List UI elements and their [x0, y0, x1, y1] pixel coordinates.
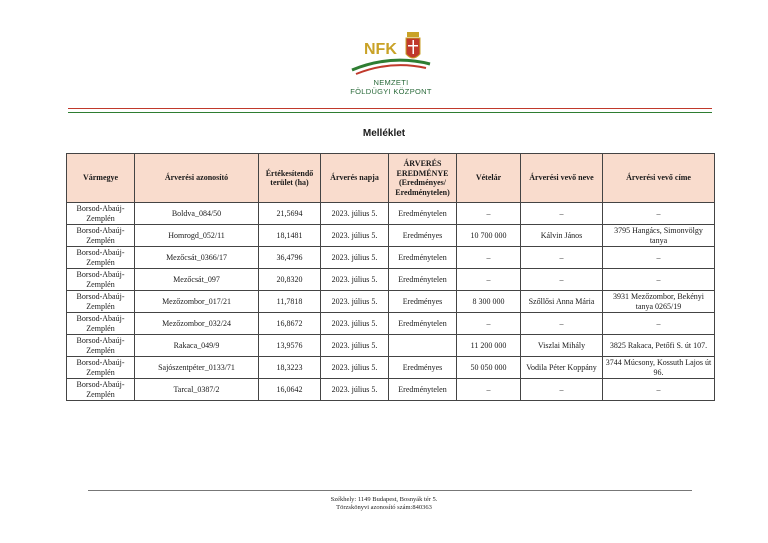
cell-county: Borsod-Abaúj-Zemplén: [67, 379, 135, 401]
cell-result: Eredményes: [389, 357, 457, 379]
cell-area: 20,8320: [259, 269, 321, 291]
table-row: [67, 313, 715, 335]
cell-result: Eredménytelen: [389, 379, 457, 401]
cell-area: 18,1481: [259, 225, 321, 247]
cell-auction-id: Homrogd_052/11: [135, 225, 259, 247]
cell-county: Borsod-Abaúj-Zemplén: [67, 247, 135, 269]
header-rule-red: [68, 108, 712, 109]
cell-auction-id: Rakaca_049/9: [135, 335, 259, 357]
cell-county: Borsod-Abaúj-Zemplén: [67, 203, 135, 225]
header-auction-id: Árverési azonosító: [135, 154, 259, 203]
cell-price: –: [457, 247, 521, 269]
cell-auction-id: Mezőcsát_0366/17: [135, 247, 259, 269]
cell-area: 16,0642: [259, 379, 321, 401]
cell-county: Borsod-Abaúj-Zemplén: [67, 291, 135, 313]
table-row: [67, 357, 715, 379]
page-title: Melléklet: [362, 128, 406, 139]
auction-table: [66, 153, 715, 401]
logo-mark: NFK: [364, 41, 397, 58]
cell-buyer-address: –: [603, 247, 715, 269]
cell-county: Borsod-Abaúj-Zemplén: [67, 357, 135, 379]
logo-line2: FÖLDÜGYI KÖZPONT: [350, 87, 432, 96]
cell-date: 2023. július 5.: [321, 225, 389, 247]
table-row: [67, 379, 715, 401]
cell-date: 2023. július 5.: [321, 357, 389, 379]
cell-area: 36,4796: [259, 247, 321, 269]
cell-buyer-address: –: [603, 203, 715, 225]
cell-area: 13,9576: [259, 335, 321, 357]
cell-auction-id: Mezőzombor_032/24: [135, 313, 259, 335]
table-row: [67, 203, 715, 225]
cell-result: Eredménytelen: [389, 247, 457, 269]
cell-date: 2023. július 5.: [321, 247, 389, 269]
footer-address: Székhely: 1149 Budapest, Bosnyák tér 5.: [330, 496, 438, 503]
cell-buyer-address: –: [603, 269, 715, 291]
cell-result: Eredménytelen: [389, 203, 457, 225]
table-row: [67, 247, 715, 269]
table-row: [67, 225, 715, 247]
table-row: [67, 269, 715, 291]
header-rule-green: [68, 112, 712, 113]
footer-registry-id: Törzskönyvi azonosító szám:840363: [336, 504, 432, 511]
header-price: Vételár: [457, 154, 521, 203]
table-row: [67, 335, 715, 357]
cell-price: 10 700 000: [457, 225, 521, 247]
cell-date: 2023. július 5.: [321, 291, 389, 313]
table-row: [67, 291, 715, 313]
cell-result: Eredménytelen: [389, 269, 457, 291]
cell-area: 18,3223: [259, 357, 321, 379]
footer-rule: [88, 490, 692, 491]
cell-area: 16,8672: [259, 313, 321, 335]
cell-price: –: [457, 203, 521, 225]
cell-result: Eredménytelen: [389, 313, 457, 335]
cell-area: 21,5694: [259, 203, 321, 225]
cell-date: 2023. július 5.: [321, 269, 389, 291]
cell-buyer-address: 3825 Rakaca, Petőfi S. út 107.: [603, 335, 715, 357]
cell-county: Borsod-Abaúj-Zemplén: [67, 335, 135, 357]
table-header-row: [67, 154, 715, 203]
cell-result: Eredményes: [389, 225, 457, 247]
cell-auction-id: Sajószentpéter_0133/71: [135, 357, 259, 379]
cell-price: 8 300 000: [457, 291, 521, 313]
cell-area: 11,7818: [259, 291, 321, 313]
cell-buyer-name: –: [521, 203, 603, 225]
cell-result: [389, 335, 457, 357]
logo-line1: NEMZETI: [373, 78, 409, 87]
cell-price: 50 050 000: [457, 357, 521, 379]
cell-result: Eredményes: [389, 291, 457, 313]
cell-date: 2023. július 5.: [321, 313, 389, 335]
cell-county: Borsod-Abaúj-Zemplén: [67, 313, 135, 335]
cell-buyer-name: Szőllősi Anna Mária: [521, 291, 603, 313]
cell-buyer-name: Vodila Péter Koppány: [521, 357, 603, 379]
cell-date: 2023. július 5.: [321, 203, 389, 225]
cell-buyer-name: –: [521, 379, 603, 401]
cell-buyer-address: –: [603, 379, 715, 401]
cell-buyer-address: 3795 Hangács, Simonvölgy tanya: [603, 225, 715, 247]
cell-buyer-address: 3931 Mezőzombor, Bekényi tanya 0265/19: [603, 291, 715, 313]
header-county: Vármegye: [67, 154, 135, 203]
cell-buyer-name: Kálvin János: [521, 225, 603, 247]
cell-date: 2023. július 5.: [321, 335, 389, 357]
cell-county: Borsod-Abaúj-Zemplén: [67, 225, 135, 247]
cell-county: Borsod-Abaúj-Zemplén: [67, 269, 135, 291]
header-buyer-name: Árverési vevő neve: [521, 154, 603, 203]
cell-buyer-address: 3744 Múcsony, Kossuth Lajos út 96.: [603, 357, 715, 379]
nfk-logo-graphic: [346, 24, 436, 76]
header-buyer-address: Árverési vevő címe: [603, 154, 715, 203]
cell-price: –: [457, 313, 521, 335]
header-result: ÁRVERÉS EREDMÉNYE (Eredményes/ Eredménytelen): [389, 154, 457, 203]
cell-auction-id: Mezőcsát_097: [135, 269, 259, 291]
cell-date: 2023. július 5.: [321, 379, 389, 401]
cell-buyer-name: –: [521, 313, 603, 335]
cell-auction-id: Mezőzombor_017/21: [135, 291, 259, 313]
nfk-logo: [346, 24, 436, 104]
cell-auction-id: Boldva_084/50: [135, 203, 259, 225]
cell-buyer-address: –: [603, 313, 715, 335]
cell-buyer-name: Viszlai Mihály: [521, 335, 603, 357]
cell-buyer-name: –: [521, 269, 603, 291]
cell-price: –: [457, 269, 521, 291]
header-auction-date: Árverés napja: [321, 154, 389, 203]
header-area: Értékesítendő terület (ha): [259, 154, 321, 203]
cell-price: 11 200 000: [457, 335, 521, 357]
cell-price: –: [457, 379, 521, 401]
cell-auction-id: Tarcal_0387/2: [135, 379, 259, 401]
cell-buyer-name: –: [521, 247, 603, 269]
